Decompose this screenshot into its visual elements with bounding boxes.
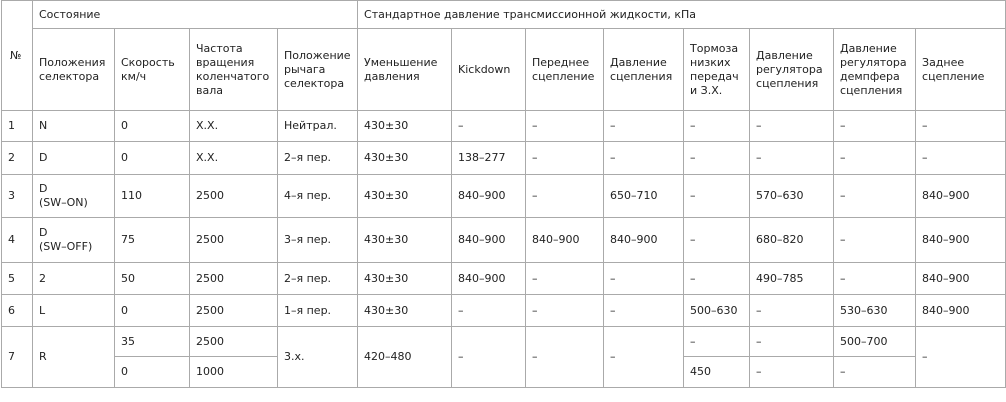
cell-regulator: 680–820 — [750, 218, 834, 263]
cell-clutch-pressure: – — [604, 295, 684, 327]
cell-brakes: 500–630 — [684, 295, 750, 327]
cell-regulator: 570–630 — [750, 175, 834, 218]
cell-selector: D — [33, 142, 115, 175]
header-row-groups — [2, 1, 1006, 29]
cell-front-clutch: 840–900 — [526, 218, 604, 263]
cell-kickdown: – — [452, 111, 526, 142]
cell-damper: 530–630 — [834, 295, 916, 327]
table-row-5 — [2, 263, 1006, 295]
cell-speed: 0 — [115, 111, 190, 142]
row7-speed-b: 0 — [115, 357, 190, 388]
cell-damper: – — [834, 218, 916, 263]
cell-reduction: 430±30 — [358, 218, 452, 263]
cell-damper: – — [834, 175, 916, 218]
header-row-columns — [2, 29, 1006, 111]
cell-number: 6 — [2, 295, 33, 327]
cell-number: 1 — [2, 111, 33, 142]
header-clutch-pressure: Давление сцепления — [604, 29, 684, 111]
cell-brakes: – — [684, 111, 750, 142]
header-clutch-regulator-pressure: Давление регулятора сцепления — [750, 29, 834, 111]
cell-rpm: Х.Х. — [190, 111, 278, 142]
table-row-7a — [2, 327, 1006, 357]
cell-reduction: 430±30 — [358, 111, 452, 142]
cell-regulator: – — [750, 142, 834, 175]
cell-selector: D (SW–ON) — [33, 175, 115, 218]
row7-lever: 3.х. — [278, 327, 358, 388]
header-low-gear-brakes: Тормоза низких передач и З.Х. — [684, 29, 750, 111]
cell-rear-clutch: – — [916, 111, 1006, 142]
cell-rear-clutch: 840–900 — [916, 175, 1006, 218]
table-row-6 — [2, 295, 1006, 327]
header-pressure: Стандартное давление трансмиссионной жидкости, кПа — [358, 1, 1006, 29]
row7-damper-a: 500–700 — [834, 327, 916, 357]
cell-brakes: – — [684, 263, 750, 295]
table-row-1 — [2, 111, 1006, 142]
row7-brakes-b: 450 — [684, 357, 750, 388]
row7-speed-a: 35 — [115, 327, 190, 357]
cell-speed: 110 — [115, 175, 190, 218]
row7-rear-clutch: – — [916, 327, 1006, 388]
row7-reduction: 420–480 — [358, 327, 452, 388]
cell-brakes: – — [684, 218, 750, 263]
cell-reduction: 430±30 — [358, 295, 452, 327]
cell-kickdown: 840–900 — [452, 175, 526, 218]
header-selector-position: Положения селектора — [33, 29, 115, 111]
cell-clutch-pressure: – — [604, 111, 684, 142]
cell-reduction: 430±30 — [358, 175, 452, 218]
row7-rpm-b: 1000 — [190, 357, 278, 388]
cell-kickdown: 138–277 — [452, 142, 526, 175]
cell-lever: 3–я пер. — [278, 218, 358, 263]
cell-lever: 2–я пер. — [278, 142, 358, 175]
cell-front-clutch: – — [526, 142, 604, 175]
header-kickdown: Kickdown — [452, 29, 526, 111]
cell-rear-clutch: 840–900 — [916, 263, 1006, 295]
row7-kickdown: – — [452, 327, 526, 388]
header-lever-position: Положение рычага селектора — [278, 29, 358, 111]
header-pressure-reduction: Уменьшение давления — [358, 29, 452, 111]
cell-lever: 2–я пер. — [278, 263, 358, 295]
cell-regulator: – — [750, 295, 834, 327]
cell-rear-clutch: 840–900 — [916, 295, 1006, 327]
row7-rpm-a: 2500 — [190, 327, 278, 357]
row7-number: 7 — [2, 327, 33, 388]
cell-kickdown: 840–900 — [452, 263, 526, 295]
cell-damper: – — [834, 263, 916, 295]
cell-speed: 0 — [115, 295, 190, 327]
cell-regulator: 490–785 — [750, 263, 834, 295]
row7-damper-b: – — [834, 357, 916, 388]
header-damper-regulator-pressure: Давление регулятора демпфера сцепления — [834, 29, 916, 111]
cell-reduction: 430±30 — [358, 263, 452, 295]
cell-speed: 50 — [115, 263, 190, 295]
cell-number: 4 — [2, 218, 33, 263]
cell-brakes: – — [684, 142, 750, 175]
cell-rpm: 2500 — [190, 218, 278, 263]
cell-damper: – — [834, 142, 916, 175]
row7-regulator-a: – — [750, 327, 834, 357]
cell-rear-clutch: 840–900 — [916, 218, 1006, 263]
cell-lever: 4–я пер. — [278, 175, 358, 218]
header-crankshaft-rpm: Частота вращения коленчатого вала — [190, 29, 278, 111]
cell-number: 3 — [2, 175, 33, 218]
cell-clutch-pressure: – — [604, 263, 684, 295]
cell-rpm: 2500 — [190, 263, 278, 295]
cell-rpm: Х.Х. — [190, 142, 278, 175]
cell-rpm: 2500 — [190, 295, 278, 327]
cell-front-clutch: – — [526, 263, 604, 295]
cell-clutch-pressure: – — [604, 142, 684, 175]
cell-brakes: – — [684, 175, 750, 218]
table-row-2 — [2, 142, 1006, 175]
cell-number: 2 — [2, 142, 33, 175]
cell-front-clutch: – — [526, 111, 604, 142]
cell-speed: 0 — [115, 142, 190, 175]
cell-reduction: 430±30 — [358, 142, 452, 175]
header-front-clutch: Переднее сцепление — [526, 29, 604, 111]
cell-kickdown: – — [452, 295, 526, 327]
header-rear-clutch: Заднее сцепление — [916, 29, 1006, 111]
row7-brakes-a: – — [684, 327, 750, 357]
cell-front-clutch: – — [526, 175, 604, 218]
cell-regulator: – — [750, 111, 834, 142]
cell-lever: 1–я пер. — [278, 295, 358, 327]
row7-front-clutch: – — [526, 327, 604, 388]
header-speed: Скорость км/ч — [115, 29, 190, 111]
cell-clutch-pressure: 650–710 — [604, 175, 684, 218]
cell-clutch-pressure: 840–900 — [604, 218, 684, 263]
cell-selector: 2 — [33, 263, 115, 295]
row7-clutch-pressure: – — [604, 327, 684, 388]
cell-front-clutch: – — [526, 295, 604, 327]
table-row-4 — [2, 218, 1006, 263]
header-state: Состояние — [33, 1, 358, 29]
cell-speed: 75 — [115, 218, 190, 263]
cell-selector: N — [33, 111, 115, 142]
table-row-3 — [2, 175, 1006, 218]
cell-rpm: 2500 — [190, 175, 278, 218]
cell-damper: – — [834, 111, 916, 142]
cell-selector: D (SW–OFF) — [33, 218, 115, 263]
cell-lever: Нейтрал. — [278, 111, 358, 142]
header-number: № — [2, 1, 33, 111]
cell-rear-clutch: – — [916, 142, 1006, 175]
cell-number: 5 — [2, 263, 33, 295]
cell-kickdown: 840–900 — [452, 218, 526, 263]
row7-regulator-b: – — [750, 357, 834, 388]
cell-selector: L — [33, 295, 115, 327]
transmission-pressure-table — [1, 0, 1006, 388]
row7-selector: R — [33, 327, 115, 388]
